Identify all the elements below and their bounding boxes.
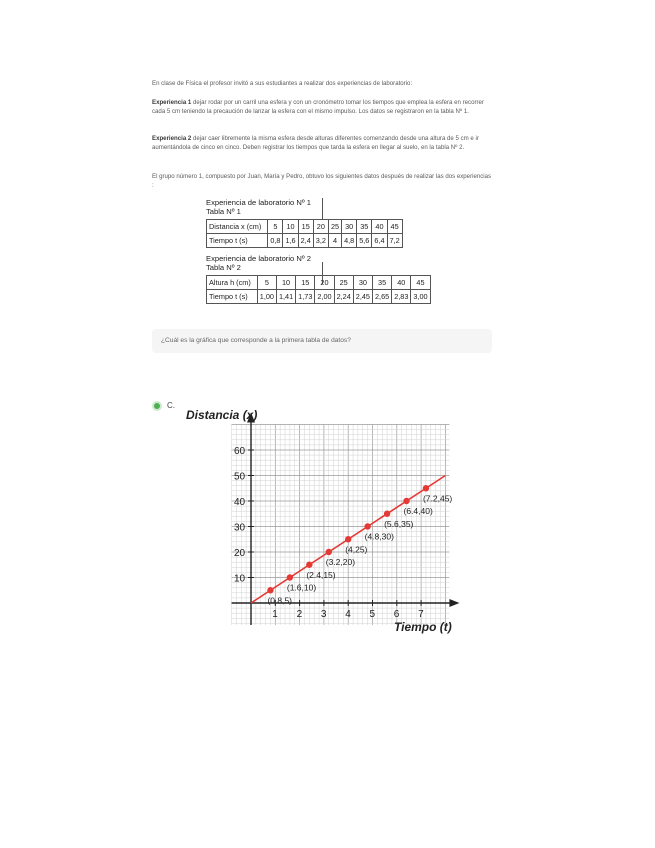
experience-1-description: dejar rodar por un carril una esfera y con un cronómetro tomar los tiempos que emplea la esfera en recorrer cada 5 cm teniendo la precaución de lanzar la esfera con el mismo impulso. Los datos se registraron en la tabla Nº 1. bbox=[152, 99, 484, 116]
x-tick-label: 5 bbox=[369, 609, 376, 620]
group-text: El grupo número 1, compuesto por Juan, María y Pedro, obtuvo los siguientes datos después de realizar las dos experiencias : bbox=[152, 173, 492, 190]
data-point-label: (4,25) bbox=[345, 544, 368, 555]
data-point-label: (3.2,20) bbox=[325, 557, 356, 567]
table-cell: 30 bbox=[353, 276, 372, 290]
x-tick-label: 2 bbox=[296, 609, 303, 620]
table-1-caption: Experiencia de laboratorio Nº 1 bbox=[206, 198, 311, 207]
x-tick-label: 3 bbox=[320, 609, 327, 620]
data-point-label: (0.8,5) bbox=[267, 595, 293, 606]
option-c-label[interactable]: C. bbox=[167, 401, 175, 410]
table-cell: 2,83 bbox=[392, 290, 411, 304]
data-point bbox=[326, 549, 332, 555]
y-tick-label: 30 bbox=[234, 522, 246, 534]
table-cell: 7,2 bbox=[387, 234, 402, 248]
answer-graph bbox=[180, 374, 460, 636]
table-2-caption: Experiencia de laboratorio Nº 2 bbox=[206, 254, 311, 263]
table-cell: 6,4 bbox=[372, 234, 387, 248]
data-point-label: (5.6,35) bbox=[384, 518, 414, 529]
table-cell: 20 bbox=[313, 220, 328, 234]
table-cell: 40 bbox=[392, 276, 411, 290]
table-1 bbox=[206, 219, 403, 248]
y-tick-label: 40 bbox=[234, 497, 246, 508]
table-row bbox=[207, 234, 403, 248]
table-cell: 4,8 bbox=[342, 234, 357, 248]
table-2-subcaption: Tabla Nº 2 bbox=[206, 263, 241, 272]
x-axis-label: Tiempo (t) bbox=[394, 620, 452, 634]
data-point bbox=[403, 498, 409, 504]
table-row-label: Distancia x (cm) bbox=[207, 220, 268, 234]
data-point bbox=[345, 536, 351, 542]
option-c-radio[interactable] bbox=[152, 401, 162, 411]
table-cell: 1,73 bbox=[296, 290, 315, 304]
data-point-label: (1.6,10) bbox=[286, 582, 317, 593]
table-cell: 25 bbox=[334, 276, 353, 290]
x-tick-label: 1 bbox=[272, 609, 278, 620]
table-cell: 3,00 bbox=[411, 290, 430, 304]
table-1-subcaption: Tabla Nº 1 bbox=[206, 207, 241, 216]
data-point-label: (4.8,30) bbox=[364, 531, 394, 542]
table-cell: 3,2 bbox=[313, 234, 328, 248]
table-cell: 15 bbox=[298, 220, 313, 234]
table-cell: 5 bbox=[257, 276, 276, 290]
table-2 bbox=[206, 275, 431, 304]
table-row-label: Altura h (cm) bbox=[207, 276, 258, 290]
table-row-label: Tiempo t (s) bbox=[207, 290, 258, 304]
tick-labels bbox=[234, 446, 424, 620]
y-tick-label: 20 bbox=[234, 548, 246, 559]
table-cell: 30 bbox=[342, 220, 357, 234]
table-cell: 25 bbox=[328, 220, 341, 234]
experience-1-title: Experiencia 1 bbox=[152, 99, 192, 106]
table-row bbox=[207, 276, 431, 290]
data-tables bbox=[206, 198, 442, 310]
question-prompt: ¿Cuál es la gráfica que corresponde a la primera tabla de datos? bbox=[152, 329, 492, 353]
table-cell: 5 bbox=[268, 220, 283, 234]
data-point bbox=[267, 587, 273, 593]
table-cell: 45 bbox=[387, 220, 402, 234]
table-cell: 1,00 bbox=[257, 290, 276, 304]
x-tick-label: 7 bbox=[418, 609, 424, 620]
x-tick-label: 6 bbox=[393, 609, 400, 620]
table-row-label: Tiempo t (s) bbox=[207, 234, 268, 248]
data-point-label: (2.4,15) bbox=[306, 569, 336, 580]
data-point bbox=[423, 485, 429, 491]
table-row bbox=[207, 220, 403, 234]
table-cell: 2,24 bbox=[334, 290, 353, 304]
table-cell: 45 bbox=[411, 276, 430, 290]
table-cell: 2,65 bbox=[372, 290, 391, 304]
data-point-label: (7.2,45) bbox=[422, 493, 453, 504]
table-cell: 4 bbox=[328, 234, 341, 248]
experience-2-text bbox=[152, 134, 492, 153]
x-tick-label: 4 bbox=[345, 609, 351, 620]
experience-2-description: dejar caer libremente la misma esfera desde alturas diferentes comenzando desde una altura de 5 cm e ir aumentándola de cinco en cinco. Deben registrar los tiempos que tarda la esfera en llegar al suelo, en la tabla Nº 2. bbox=[152, 135, 479, 152]
y-tick-label: 60 bbox=[234, 446, 246, 457]
table-cell: 20 bbox=[315, 276, 334, 290]
table-cell: 5,6 bbox=[357, 234, 372, 248]
table-row bbox=[207, 290, 431, 304]
table-cell: 2,4 bbox=[298, 234, 313, 248]
table-cell: 2,45 bbox=[353, 290, 372, 304]
data-point bbox=[306, 562, 312, 568]
experience-2-title: Experiencia 2 bbox=[152, 135, 192, 142]
data-point bbox=[287, 574, 293, 580]
experience-1-text bbox=[152, 98, 492, 117]
y-tick-label: 50 bbox=[234, 471, 246, 483]
table-cell: 35 bbox=[357, 220, 372, 234]
data-series bbox=[251, 476, 452, 606]
y-axis-label: Distancia (x) bbox=[186, 408, 258, 422]
table-cell: 40 bbox=[372, 220, 387, 234]
intro-text: En clase de Física el profesor invitó a sus estudiantes a realizar dos experiencias de laboratorio: bbox=[152, 80, 413, 87]
x-axis-arrow bbox=[449, 599, 459, 607]
y-tick-label: 10 bbox=[234, 573, 246, 585]
table-cell: 15 bbox=[296, 276, 315, 290]
table-cell: 1,41 bbox=[276, 290, 295, 304]
data-point-label: (6.4,40) bbox=[403, 506, 433, 516]
table-cell: 1,6 bbox=[283, 234, 298, 248]
data-point bbox=[384, 511, 390, 517]
table-cell: 2,00 bbox=[315, 290, 334, 304]
table-cell: 35 bbox=[372, 276, 391, 290]
table-cell: 10 bbox=[276, 276, 295, 290]
table-cell: 10 bbox=[283, 220, 298, 234]
table-cell: 0,8 bbox=[268, 234, 283, 248]
data-point bbox=[364, 523, 370, 529]
